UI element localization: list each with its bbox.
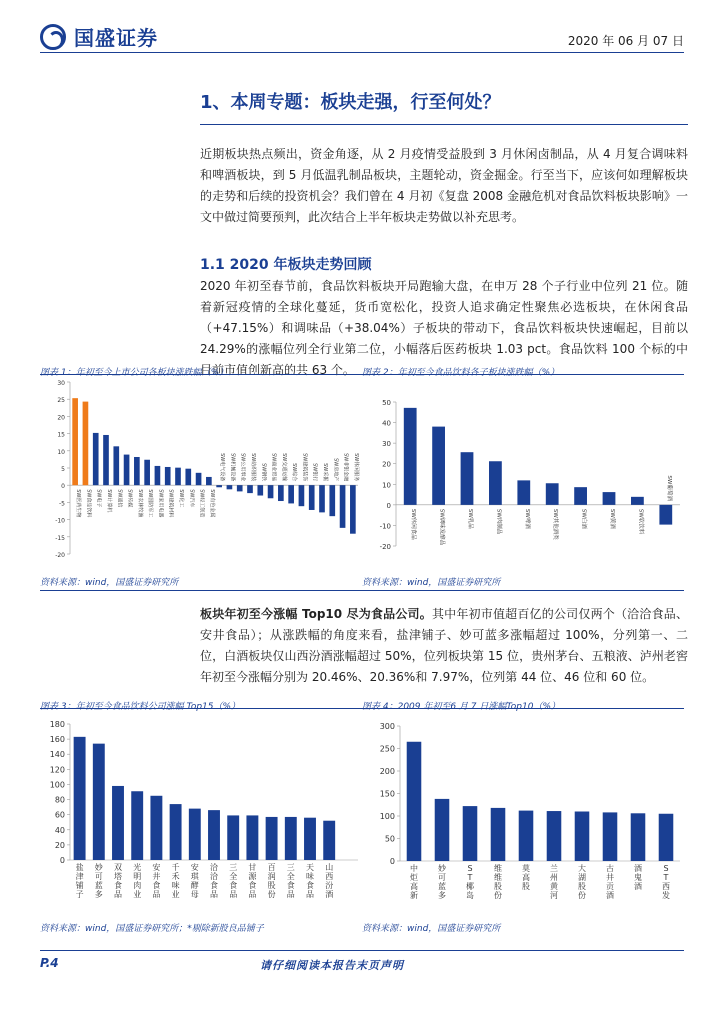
- chart3-bar: [189, 809, 201, 860]
- chart2-bar: [631, 497, 644, 505]
- chart1-caption-box: [40, 360, 362, 378]
- chart4-bar: [463, 806, 478, 861]
- chart4-bar: [631, 813, 646, 861]
- chart3-source: 资料来源：wind，国盛证券研究所；*剔除新股良品铺子: [40, 924, 264, 934]
- chart4-category-label: S T 椰岛: [466, 864, 474, 900]
- chart3-caption: 图表 3：年初至今食品饮料公司涨幅 Top15（%）: [40, 702, 241, 712]
- chart4-ytick-label: 100: [379, 812, 395, 821]
- chart1-bar: [319, 485, 325, 512]
- chart1-bar: [144, 460, 150, 485]
- chart1-bar: [247, 485, 253, 493]
- chart1-category-label: SW交通运输: [280, 453, 287, 482]
- chart4-bar: [519, 811, 534, 861]
- chart4-category-label: 大湖股份: [578, 864, 586, 900]
- chart4-source: 资料来源：wind，国盛证券研究所: [362, 924, 501, 934]
- logo-text: 国盛证券: [74, 26, 158, 50]
- chart3-category-label: 盐津铺子: [75, 863, 84, 899]
- report-date: 2020 年 06 月 07 日: [567, 34, 684, 48]
- chart3-bar: [227, 815, 239, 860]
- chart3-ytick-label: 140: [49, 750, 65, 760]
- chart4-caption: 图表 4：2009 年初至6 月 7 日涨幅Top10（%）: [362, 702, 560, 712]
- chart2-category-label: SW休闲食品: [410, 508, 417, 540]
- chart1-category-label: SW非银金融: [342, 453, 349, 482]
- chart3-ytick-label: 120: [49, 765, 65, 775]
- page-number: P.4: [40, 956, 59, 970]
- chart1-ytick-label: 5: [61, 466, 65, 473]
- chart2-ytick-label: 40: [382, 419, 391, 428]
- chart1-bar: [155, 466, 161, 485]
- chart3-category-label: 甘源食品: [248, 863, 257, 899]
- chart2-category-label: SW其他酒类: [552, 508, 559, 540]
- chart1-bar: [309, 485, 315, 510]
- chart3-category-label: 天味食品: [306, 863, 314, 899]
- chart1-category-label: SW通信: [116, 489, 123, 508]
- chart3-category-label: 三全食品: [229, 863, 238, 899]
- chart3-category-label: 百润股份: [267, 863, 276, 899]
- chart2-category-label: SW调味发酵品: [438, 508, 445, 546]
- body-paragraph-2: [200, 604, 688, 688]
- chart1-category-label: SW纺织服装: [250, 453, 256, 482]
- chart4-category-label: S T 西发: [662, 864, 670, 900]
- chart3-ytick-label: 80: [54, 795, 65, 805]
- chart2-ytick-label: -10: [379, 522, 391, 531]
- chart3-bar: [150, 796, 162, 860]
- chart3-ytick-label: 180: [49, 720, 65, 729]
- chart3-category-label: 三全食品: [286, 863, 295, 899]
- chart2-source: 资料来源：wind，国盛证券研究所: [362, 578, 501, 588]
- paragraph-rest: 其中年初市值超百亿的公司仅两个（洽洽食品、安井食品）；从涨跌幅的角度来看，盐津铺子、妙可蓝多涨幅超过 100%，分列第一、二位，白酒板块仅山西汾酒涨幅超过 50%，位列板块第 15 位，贵州茅台、五粮液、泸州老窖年初至今涨幅分别为 20.46%、20.36%和 7.97%，位列第 44 位、46 位和 60 位。: [200, 607, 688, 684]
- chart1-category-label: SW钢铁: [260, 463, 267, 482]
- chart1-category-label: SW建筑材料: [167, 489, 174, 518]
- chart4-category-label: 维维股份: [494, 864, 502, 900]
- chart1-ytick-label: 10: [57, 448, 65, 456]
- chart1-bar: [72, 398, 78, 485]
- chart3-bar: [285, 817, 297, 860]
- chart3-ytick-label: 20: [54, 840, 65, 850]
- chart1-bar: [257, 485, 263, 495]
- chart1-category-label: SW建筑装饰: [301, 453, 308, 482]
- chart1-bar: [350, 485, 356, 534]
- chart1-bar: [93, 433, 99, 485]
- chart1-category-label: SW采掘: [322, 463, 328, 482]
- chart2-category-label: SW软饮料: [637, 508, 644, 535]
- chart4-bar: [575, 812, 590, 862]
- chart4-bar: [547, 811, 562, 861]
- chart-row1-divider: [40, 590, 684, 591]
- chart1-bar: [237, 485, 243, 491]
- chart1-bar: [134, 457, 140, 485]
- chart1-bar: [329, 485, 335, 516]
- chart2-ytick-label: 0: [386, 501, 391, 510]
- chart1-category-label: SW国防军工: [147, 489, 154, 518]
- chart1-category-label: SW有色金属: [208, 489, 215, 518]
- chart2-bar: [432, 427, 445, 505]
- chart2-category-label: SW白酒: [580, 508, 587, 529]
- chart2-svg: [362, 376, 684, 570]
- chart2-bar: [574, 487, 587, 505]
- chart2-bar: [489, 461, 502, 505]
- chart1-category-label: SW汽车: [188, 489, 195, 508]
- chart2-bar: [404, 408, 417, 505]
- chart2-category-label: SW葡萄酒: [665, 475, 672, 501]
- chart1-category-label: SW银行: [311, 463, 318, 482]
- chart1-bar: [227, 485, 233, 489]
- chart3-caption-box: [40, 694, 362, 712]
- chart1-bar: [340, 485, 346, 528]
- chart1-bar: [206, 477, 212, 485]
- chart4-bar: [491, 808, 506, 861]
- subsection-title: 1.1 2020 年板块走势回顾: [200, 257, 372, 273]
- chart2-ytick-label: 10: [382, 481, 391, 490]
- chart2-bar: [659, 505, 672, 525]
- chart1-bar: [288, 485, 294, 503]
- chart3-ytick-label: 0: [59, 856, 65, 865]
- chart4-category-label: 莫高股: [522, 864, 530, 891]
- chart1-bar: [278, 485, 284, 501]
- chart3-category-label: 安琪酵母: [190, 863, 199, 899]
- chart2-caption-box: [362, 360, 684, 378]
- chart3-bar: [170, 804, 182, 860]
- chart2-bar: [546, 483, 559, 505]
- chart1-category-label: SW农林牧渔: [136, 489, 143, 518]
- chart2-category-label: SW啤酒: [523, 508, 530, 529]
- chart1-ytick-label: 15: [57, 431, 65, 439]
- chart4-category-label: 中炬高新: [410, 864, 418, 900]
- chart1-category-label: SW房地产: [332, 458, 339, 482]
- chart1-bar: [185, 469, 191, 486]
- logo-icon: [40, 24, 66, 50]
- chart4-ytick-label: 0: [389, 857, 395, 866]
- chart2-category-label: SW黄酒: [609, 508, 615, 529]
- chart4-ytick-label: 150: [379, 789, 395, 799]
- chart4-bar: [659, 814, 674, 861]
- chart1-ytick-label: 30: [57, 380, 65, 387]
- chart1-category-label: SW公用事业: [239, 453, 246, 482]
- chart3-bar: [208, 810, 220, 860]
- chart1-bar: [268, 485, 274, 498]
- chart4-bar: [603, 812, 618, 861]
- chart1-bar: [124, 455, 130, 486]
- chart2-ytick-label: 20: [382, 460, 391, 469]
- chart2-ytick-label: -20: [379, 543, 391, 551]
- chart1-category-label: SW传媒: [126, 489, 133, 508]
- chart1-category-label: SW商业贸易: [270, 453, 277, 482]
- chart2-bar: [603, 492, 616, 505]
- chart4-category-label: 妙可蓝多: [438, 864, 446, 900]
- chart1-bar: [103, 435, 109, 485]
- chart1-category-label: SW医药生物: [75, 489, 82, 518]
- chart2-ytick-label: 30: [382, 440, 391, 449]
- paragraph-lead: 板块年初至今涨幅 Top10 尽为食品公司。: [200, 607, 432, 621]
- chart2-bar: [461, 452, 474, 505]
- chart1-bar: [175, 468, 181, 486]
- chart3-bar: [246, 815, 258, 860]
- chart1-bar: [299, 485, 305, 506]
- chart1-caption: 图表 1：年初至今上市公司各板块涨跌幅（%）: [40, 368, 229, 378]
- chart4-category-label: 酒鬼酒: [634, 864, 642, 891]
- chart1-category-label: SW休闲服务: [352, 453, 359, 482]
- intro-paragraph: 近期板块热点频出，资金角逐，从 2 月疫情受益股到 3 月休闲卤制品，从 4 月复合调味料和啤酒板块，到 5 月低温乳制品板块，主题轮动，资金掘金。行至当下，应该何如理解板块的走势和后续的投资机会？我们曾在 4 月初《复盘 2008 金融危机对食品饮料板块影响》一文中做过简要预判，此次结合上半年板块走势做以补充思考。: [200, 147, 688, 224]
- chart2-caption: 图表 2：年初至今食品饮料各子板块涨跌幅（%）: [362, 368, 560, 378]
- chart1-category-label: SW化工: [178, 489, 184, 508]
- chart3-category-label: 山西汾酒: [325, 863, 334, 899]
- chart3-ytick-label: 100: [49, 780, 65, 790]
- chart3-bar: [323, 821, 335, 860]
- chart4-bar: [407, 742, 422, 861]
- chart3-bar: [304, 818, 316, 860]
- chart3-ytick-label: 40: [54, 825, 65, 835]
- chart1-ytick-label: 0: [61, 483, 65, 491]
- footer-disclaimer: 请仔细阅读本报告末页声明: [260, 959, 404, 972]
- chart2-category-label: SW乳品: [467, 508, 473, 529]
- chart3-category-label: 洽洽食品: [210, 863, 218, 899]
- chart1-bar: [216, 485, 222, 487]
- chart1-bar: [113, 446, 119, 485]
- chart4-ytick-label: 250: [379, 744, 395, 754]
- chart1-bar: [165, 467, 171, 485]
- chart3-category-label: 安井食品: [152, 863, 161, 899]
- chart1-category-label: SW机械设备: [229, 453, 236, 482]
- chart4-bar: [435, 799, 450, 861]
- chart1-category-label: SW电子: [95, 489, 102, 508]
- chart3-bar: [112, 786, 124, 860]
- chart1-category-label: SW电气设备: [219, 453, 226, 482]
- chart3-category-label: 妙可蓝多: [94, 863, 103, 899]
- chart1-ytick-label: 25: [57, 397, 65, 405]
- chart2-category-label: SW肉制品: [495, 508, 502, 535]
- chart4-ytick-label: 200: [379, 767, 395, 776]
- chart3-bar: [93, 744, 105, 860]
- chart4-svg: [362, 712, 684, 917]
- chart3-ytick-label: 60: [54, 810, 65, 820]
- chart1-category-label: SW家用电器: [157, 489, 164, 518]
- chart1-bar: [196, 473, 202, 485]
- chart4-category-label: 古井贡酒: [606, 864, 614, 900]
- chart1-ytick-label: -10: [55, 517, 65, 525]
- chart1-svg: [40, 376, 362, 570]
- chart1-source: 资料来源：wind，国盛证券研究所: [40, 578, 179, 588]
- chart3-category-label: 光明肉业: [133, 863, 142, 899]
- header-divider: [40, 52, 684, 53]
- chart1-category-label: SW轻工制造: [198, 489, 205, 518]
- chart3-bar: [131, 791, 143, 860]
- chart1-ytick-label: -20: [55, 552, 65, 559]
- section-title: 1、本周专题：板块走强，行至何处？: [200, 92, 501, 113]
- chart1-ytick-label: -15: [55, 534, 65, 542]
- chart3-svg: [40, 712, 362, 899]
- chart1-category-label: SW食品饮料: [85, 489, 92, 518]
- chart3-bar: [74, 737, 86, 860]
- chart4-ytick-label: 300: [379, 722, 395, 731]
- chart1-bar: [83, 402, 89, 486]
- footer-divider: [40, 950, 684, 951]
- chart1-category-label: SW计算机: [106, 489, 112, 513]
- chart1-ytick-label: -5: [59, 500, 65, 508]
- chart2-ytick-label: 50: [382, 399, 391, 407]
- chart2-bar: [517, 480, 530, 504]
- chart1-ytick-label: 20: [57, 414, 65, 422]
- chart3-ytick-label: 160: [49, 735, 65, 745]
- chart3-category-label: 双塔食品: [114, 863, 122, 899]
- chart3-bar: [266, 817, 278, 860]
- body-paragraph-1: 2020 年初至春节前，食品饮料板块开局跑输大盘，在申万 28 个子行业中位列 21 位。随着新冠疫情的全球化蔓延，货币宽松化，投资人追求确定性聚焦必选板块，在休闲食品（+47.15%）和调味品（+38.04%）子板块的带动下，食品饮料板块快速崛起，目前以 24.29%的涨幅位列全行业第二位，小幅落后医药板块 1.03 pct。食品饮料 100 个标的中目前市值创新高的共 63 个。: [200, 279, 688, 377]
- chart3-category-label: 千禾味业: [171, 863, 180, 899]
- chart4-caption-box: [362, 694, 684, 712]
- chart4-ytick-label: 50: [384, 834, 395, 844]
- title-divider: [200, 124, 688, 125]
- chart1-category-label: SW综合: [291, 463, 298, 482]
- chart4-category-label: 兰州黄河: [550, 864, 558, 900]
